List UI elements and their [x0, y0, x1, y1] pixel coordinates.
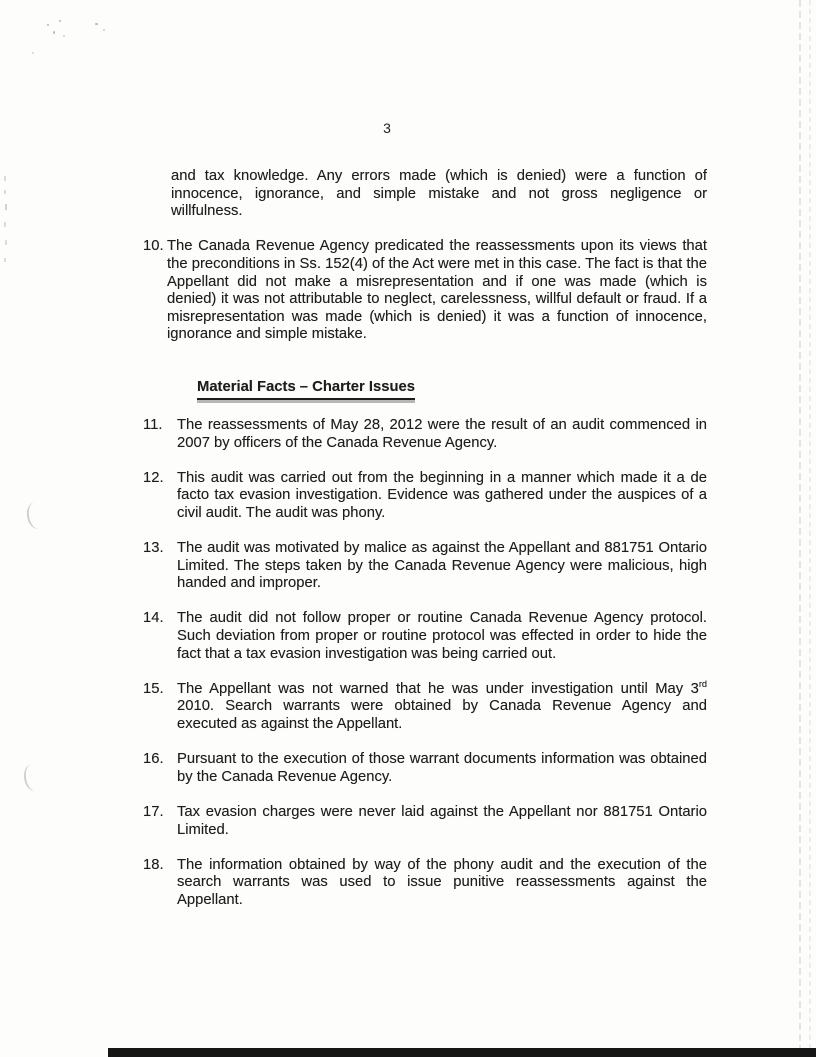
ordinal-superscript: rd: [698, 678, 707, 689]
list-item-18: [143, 857, 707, 910]
list-item-17: [143, 804, 707, 839]
scan-speck: [63, 35, 65, 37]
section-heading: [197, 379, 707, 400]
scan-edge-mark: [4, 176, 6, 181]
item-text-part: The Appellant was not warned that he was under investigation until May 3: [177, 680, 699, 697]
list-item-15: [143, 678, 707, 734]
scan-edge-mark: [4, 190, 6, 194]
item-number: 14.: [143, 610, 164, 627]
item-text: The audit was motivated by malice as against the Appellant and 881751 Ontario Limited. The steps taken by the Canada Revenue Agency were malicious, high handed and improper.: [177, 540, 707, 592]
list-item-16: [143, 751, 707, 786]
item-number: 13.: [143, 540, 164, 557]
scan-speck: [47, 24, 49, 26]
item-text: Tax evasion charges were never laid against the Appellant nor 881751 Ontario Limited.: [177, 803, 707, 838]
item-number: 10.: [143, 238, 164, 255]
list-item-14: [143, 610, 707, 663]
scan-bottom-bar: [108, 1048, 816, 1057]
item-text: The audit did not follow proper or routine Canada Revenue Agency protocol. Such deviation from proper or routine protocol was effected in order to hide the fact that a tax evasion investigation was being carried out.: [177, 610, 707, 662]
item-number: 16.: [143, 751, 164, 768]
item-number: 11.: [143, 416, 163, 433]
item-text: The information obtained by way of the phony audit and the execution of the search warrants was used to issue punitive reassessments against the Appellant.: [177, 856, 707, 908]
item-text: Pursuant to the execution of those warrant documents information was obtained by the Canada Revenue Agency.: [177, 751, 707, 785]
scan-vertical-line: [809, 0, 811, 1057]
scan-speck: [53, 31, 55, 34]
item-text-part: 2010. Search warrants were obtained by Canada Revenue Agency and executed as against the Appellant.: [177, 698, 707, 733]
item-text: The reassessments of May 28, 2012 were the result of an audit commenced in 2007 by officers of the Canada Revenue Agency.: [177, 416, 707, 451]
scan-speck: [95, 23, 98, 25]
scan-speck: [32, 52, 34, 54]
document-body: [143, 168, 707, 927]
scan-speck: [59, 20, 61, 22]
list-item-11: [143, 417, 707, 452]
scan-speck: [103, 29, 105, 31]
scan-vertical-line: [799, 0, 801, 1057]
item-number: 18.: [143, 856, 164, 873]
list-item-13: [143, 540, 707, 593]
scan-curl-mark: [25, 501, 48, 531]
page-number: 3: [383, 120, 391, 136]
item-text: The Canada Revenue Agency predicated the reassessments upon its views that the preconditions in Ss. 152(4) of the Act were met in this case. The fact is that the Appellant did not make a misrepresentation and if one was made (which is denied) it was not attributable to neglect, carelessness, willful default or fraud. If a misrepresentation was made (which is denied) it was a function of innocence, ignorance and simple mistake.: [167, 238, 707, 343]
scan-edge-mark: [5, 204, 7, 210]
item-number: 17.: [143, 803, 164, 820]
item-text: This audit was carried out from the beginning in a manner which made it a de facto tax evasion investigation. Evidence was gathered under the auspices of a civil audit. The audit was phony.: [177, 469, 707, 521]
scan-edge-mark: [5, 240, 7, 245]
continuation-paragraph: and tax knowledge. Any errors made (which is denied) were a function of innocence, ignorance, and simple mistake and not gross negligence or willfulness.: [171, 168, 707, 220]
item-text: [177, 678, 707, 733]
scan-curl-mark: [22, 763, 45, 793]
section-heading-text: Material Facts – Charter Issues: [197, 379, 415, 400]
item-number: 12.: [143, 469, 164, 486]
list-item-10: [143, 238, 707, 344]
list-item-12: [143, 470, 707, 523]
scan-edge-mark: [4, 222, 6, 227]
scan-edge-mark: [4, 258, 6, 262]
item-number: 15.: [143, 680, 164, 697]
